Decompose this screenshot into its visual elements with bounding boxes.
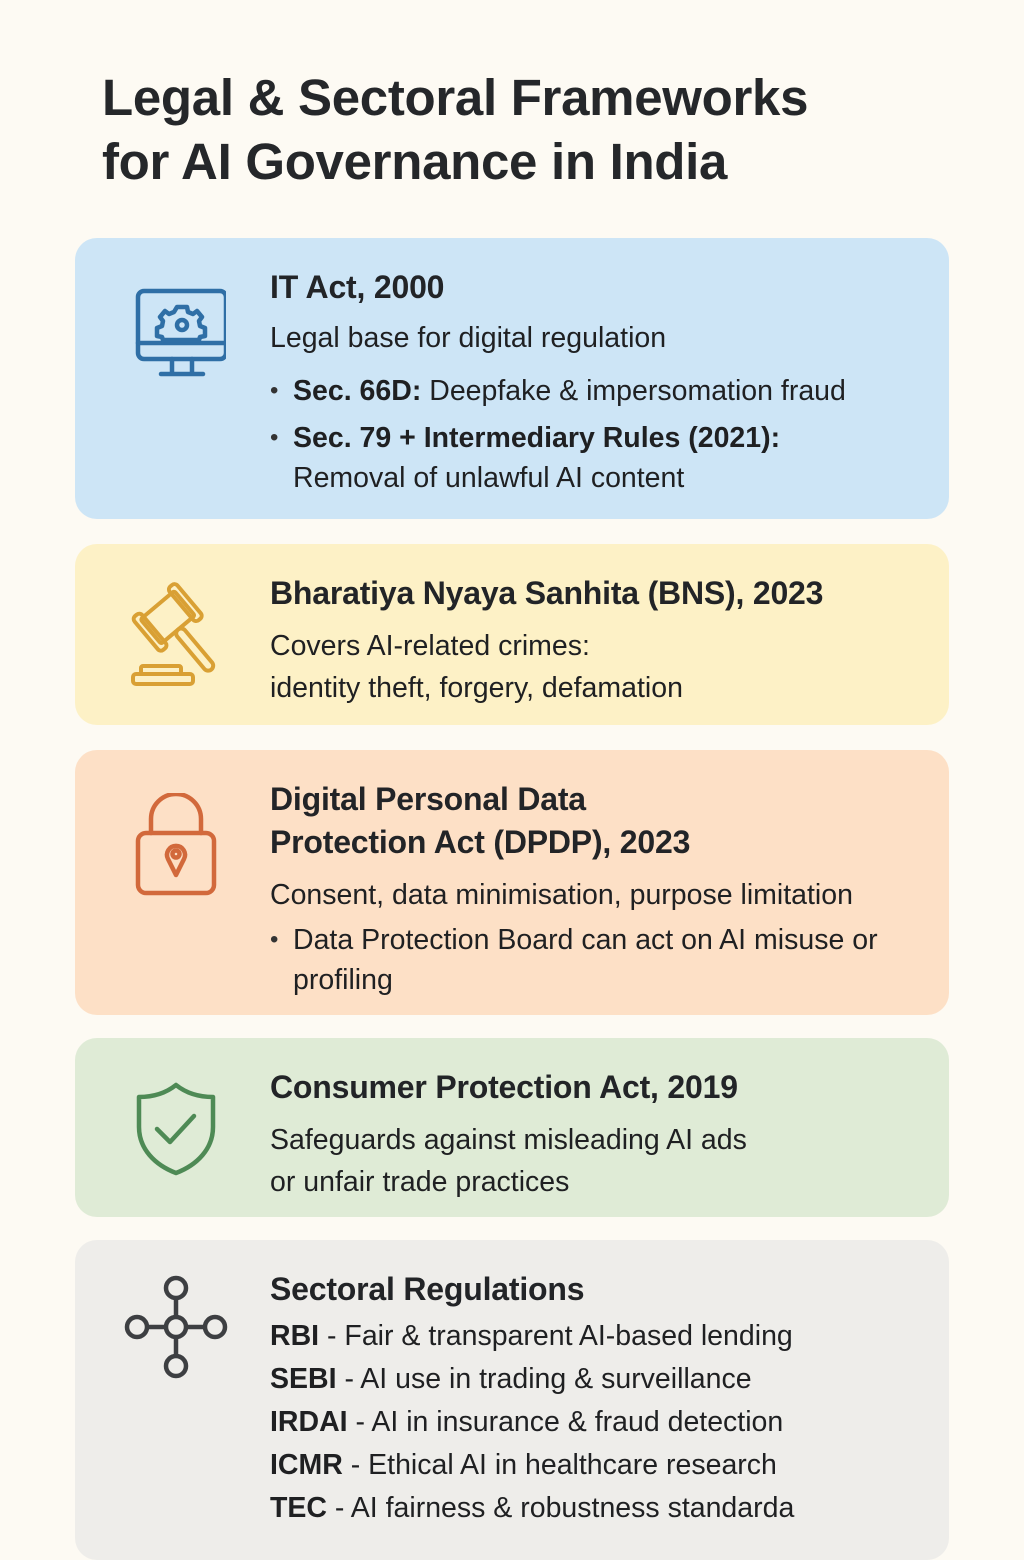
dpdp-description: Consent, data minimisation, purpose limitation [270, 879, 853, 911]
bns-description-line-1: Covers AI-related crimes: [270, 630, 590, 662]
consumer-heading: Consumer Protection Act, 2019 [270, 1069, 738, 1105]
sectoral-item-rbi [270, 1315, 935, 1358]
it-act-heading: IT Act, 2000 [270, 269, 445, 305]
shield-check-icon [111, 1062, 241, 1192]
bns-description-line-2: identity theft, forgery, defamation [270, 672, 683, 704]
regulator-name: IRDAI [270, 1406, 348, 1438]
it-act-bullet-79 [270, 418, 935, 498]
title-line-1: Legal & Sectoral Frameworks [102, 69, 809, 126]
it-act-bullet-66d [270, 371, 935, 411]
sectoral-item-sebi [270, 1358, 935, 1401]
consumer-description-line-1: Safeguards against misleading AI ads [270, 1124, 747, 1156]
regulator-name: ICMR [270, 1449, 343, 1481]
network-nodes-icon [111, 1262, 241, 1392]
regulator-name: RBI [270, 1320, 320, 1352]
bns-heading: Bharatiya Nyaya Sanhita (BNS), 2023 [270, 575, 824, 611]
card-consumer-protection [75, 1038, 949, 1217]
it-act-description: Legal base for digital regulation [270, 322, 667, 354]
gavel-icon [115, 570, 245, 700]
sectoral-item-irdai [270, 1401, 935, 1444]
card-it-act [75, 238, 949, 519]
bullet-text: Data Protection Board can act on AI misuse or profiling [293, 924, 878, 996]
page-title [102, 66, 962, 194]
bullet-label: Sec. 66D: [293, 375, 422, 407]
sectoral-heading: Sectoral Regulations [270, 1271, 585, 1307]
dpdp-heading-line-2: Protection Act (DPDP), 2023 [270, 824, 691, 860]
regulator-name: TEC [270, 1492, 327, 1524]
card-bns [75, 544, 949, 725]
regulator-text: - Fair & transparent AI-based lending [319, 1320, 793, 1352]
card-dpdp [75, 750, 949, 1015]
bullet-label: Sec. 79 + Intermediary Rules (2021): [293, 422, 781, 454]
dpdp-heading-line-1: Digital Personal Data [270, 781, 586, 817]
sectoral-item-tec [270, 1487, 935, 1530]
card-sectoral-regulations [75, 1240, 949, 1560]
regulator-text: - AI use in trading & surveillance [336, 1363, 752, 1395]
dpdp-bullet-board [270, 920, 935, 1000]
bullet-text: Deepfake & impersomation fraud [421, 375, 846, 407]
regulator-text: - Ethical AI in healthcare research [342, 1449, 777, 1481]
consumer-description-line-2: or unfair trade practices [270, 1166, 570, 1198]
padlock-location-icon [111, 780, 241, 910]
monitor-gear-icon [111, 266, 241, 396]
sectoral-item-icmr [270, 1444, 935, 1487]
bullet-text: Removal of unlawful AI content [293, 462, 685, 494]
title-line-2: for AI Governance in India [102, 133, 728, 190]
regulator-text: - AI fairness & robustness standarda [327, 1492, 795, 1524]
regulator-name: SEBI [270, 1363, 337, 1395]
regulator-text: - AI in insurance & fraud detection [347, 1406, 784, 1438]
